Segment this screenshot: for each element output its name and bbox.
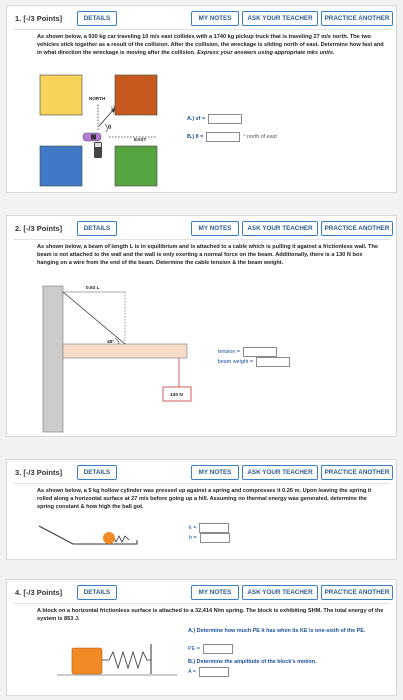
h-input[interactable] (200, 533, 230, 543)
beam-weight-label: beam weight = (217, 359, 253, 365)
question-3-number: 3. [-/3 Points] (15, 468, 63, 477)
tension-input[interactable] (243, 347, 277, 357)
k-row (189, 523, 232, 533)
question-2-text: As shown below, a beam of length L is in equilibrium and is attached to a cable which is pulling it against a frictionless wall. The beam is not attached to the wall and the wall is only exerting a normal force on the beam. Additionally, there is a 130 N box hanging on a wire from the end of the beam. Determine the cable tension & the beam weight. (37, 244, 378, 266)
vf-label: vf (111, 106, 115, 111)
cylinder (103, 532, 115, 544)
ask-teacher-button[interactable]: ASK YOUR TEACHER (242, 221, 318, 236)
ask-teacher-button[interactable]: ASK YOUR TEACHER (242, 11, 318, 26)
spring-hill-diagram (37, 516, 177, 556)
pe-row (188, 644, 236, 654)
practice-another-button[interactable]: PRACTICE ANOTHER (321, 465, 393, 480)
question-4-text: A block on a horizontal frictionless surface is attached to a 32,414 N/m spring. The block is exhibiting SHM. The total energy of the system is 853 J. (37, 608, 384, 622)
question-3-card (6, 459, 397, 560)
beam-weight-input[interactable] (256, 357, 290, 367)
details-button[interactable]: DETAILS (77, 465, 117, 480)
part-a-text: A.) Determine how much PE it has when its KE is one-sixth of the PE. (188, 628, 366, 634)
question-1-text: As shown below, a 930 kg car traveling 10 m/s east collides with a 1740 kg pickup truck that is traveling 27 m/s north. The two vehicles stick together as a result of the collision. After the collision, the wreckage is sliding north of east. Determine how fast and in what direction the wreckage is moving after the collision. Express your answers using appropriate mks units. (37, 34, 384, 56)
practice-another-button[interactable]: PRACTICE ANOTHER (321, 221, 393, 236)
divider (13, 239, 390, 240)
question-1-number: 1. [-/3 Points] (15, 14, 63, 23)
question-4-card (6, 579, 397, 696)
theta-label: θ (108, 125, 112, 131)
beam-weight-row (208, 357, 293, 367)
k-input[interactable] (199, 523, 229, 533)
beam (63, 344, 187, 358)
question-4-number: 4. [-/3 Points] (15, 588, 63, 597)
pe-label: PE = (188, 646, 200, 652)
h-label: h = (189, 535, 197, 541)
spring (102, 652, 151, 668)
answer-b-unit: ° north of east (243, 134, 277, 140)
amplitude-label: A = (188, 669, 196, 675)
part-b-text: B.) Determine the amplitude of the block's motion. (188, 659, 317, 665)
answer-a-input[interactable] (208, 114, 242, 124)
box-weight-label: 130 N (170, 393, 183, 398)
my-notes-button[interactable]: MY NOTES (191, 221, 239, 236)
answer-b-input[interactable] (206, 132, 240, 142)
ask-teacher-button[interactable]: ASK YOUR TEACHER (242, 585, 318, 600)
k-label: k = (189, 525, 197, 531)
answer-b-row (187, 132, 277, 142)
question-2-number: 2. [-/3 Points] (15, 224, 63, 233)
block-top-left (40, 75, 82, 115)
block (72, 648, 102, 674)
divider (13, 29, 390, 30)
beam-diagram (41, 286, 211, 436)
intersection-diagram (37, 72, 167, 192)
ask-teacher-button[interactable]: ASK YOUR TEACHER (242, 465, 318, 480)
length-label: 0.63 L (86, 286, 100, 291)
details-button[interactable]: DETAILS (77, 221, 117, 236)
wall (43, 286, 63, 432)
tension-label: tension = (217, 349, 240, 355)
details-button[interactable]: DETAILS (77, 585, 117, 600)
angle-label: 45° (107, 340, 115, 345)
my-notes-button[interactable]: MY NOTES (191, 11, 239, 26)
tension-row (208, 347, 280, 357)
block-spring-diagram (57, 640, 177, 680)
question-1-card (6, 5, 397, 193)
question-2-card (6, 215, 397, 437)
block-top-right (115, 75, 157, 115)
my-notes-button[interactable]: MY NOTES (191, 465, 239, 480)
h-row (189, 533, 233, 543)
east-label: EAST (134, 137, 147, 142)
block-bottom-right (115, 146, 157, 186)
answer-a-label: A.) vf = (187, 116, 206, 122)
answer-a-row (187, 114, 245, 124)
question-3-text: As shown below, a 5 kg hollow cylinder was pressed up against a spring and compresses it 0.26 m. Upon leaving the spring it rolled along a horizontal surface at 27 m/s before going up a hill. Assuming no thermal energy was generated, determine the spring constant & how high the ball got. (37, 488, 372, 510)
my-notes-button[interactable]: MY NOTES (191, 585, 239, 600)
divider (13, 603, 390, 604)
answer-b-label: B.) θ = (187, 134, 204, 140)
north-label: NORTH (89, 96, 106, 101)
amplitude-input[interactable] (199, 667, 229, 677)
practice-another-button[interactable]: PRACTICE ANOTHER (321, 585, 393, 600)
block-bottom-left (40, 146, 82, 186)
amplitude-row (188, 667, 232, 677)
practice-another-button[interactable]: PRACTICE ANOTHER (321, 11, 393, 26)
details-button[interactable]: DETAILS (77, 11, 117, 26)
pe-input[interactable] (203, 644, 233, 654)
cable (63, 292, 125, 344)
divider (13, 483, 390, 484)
